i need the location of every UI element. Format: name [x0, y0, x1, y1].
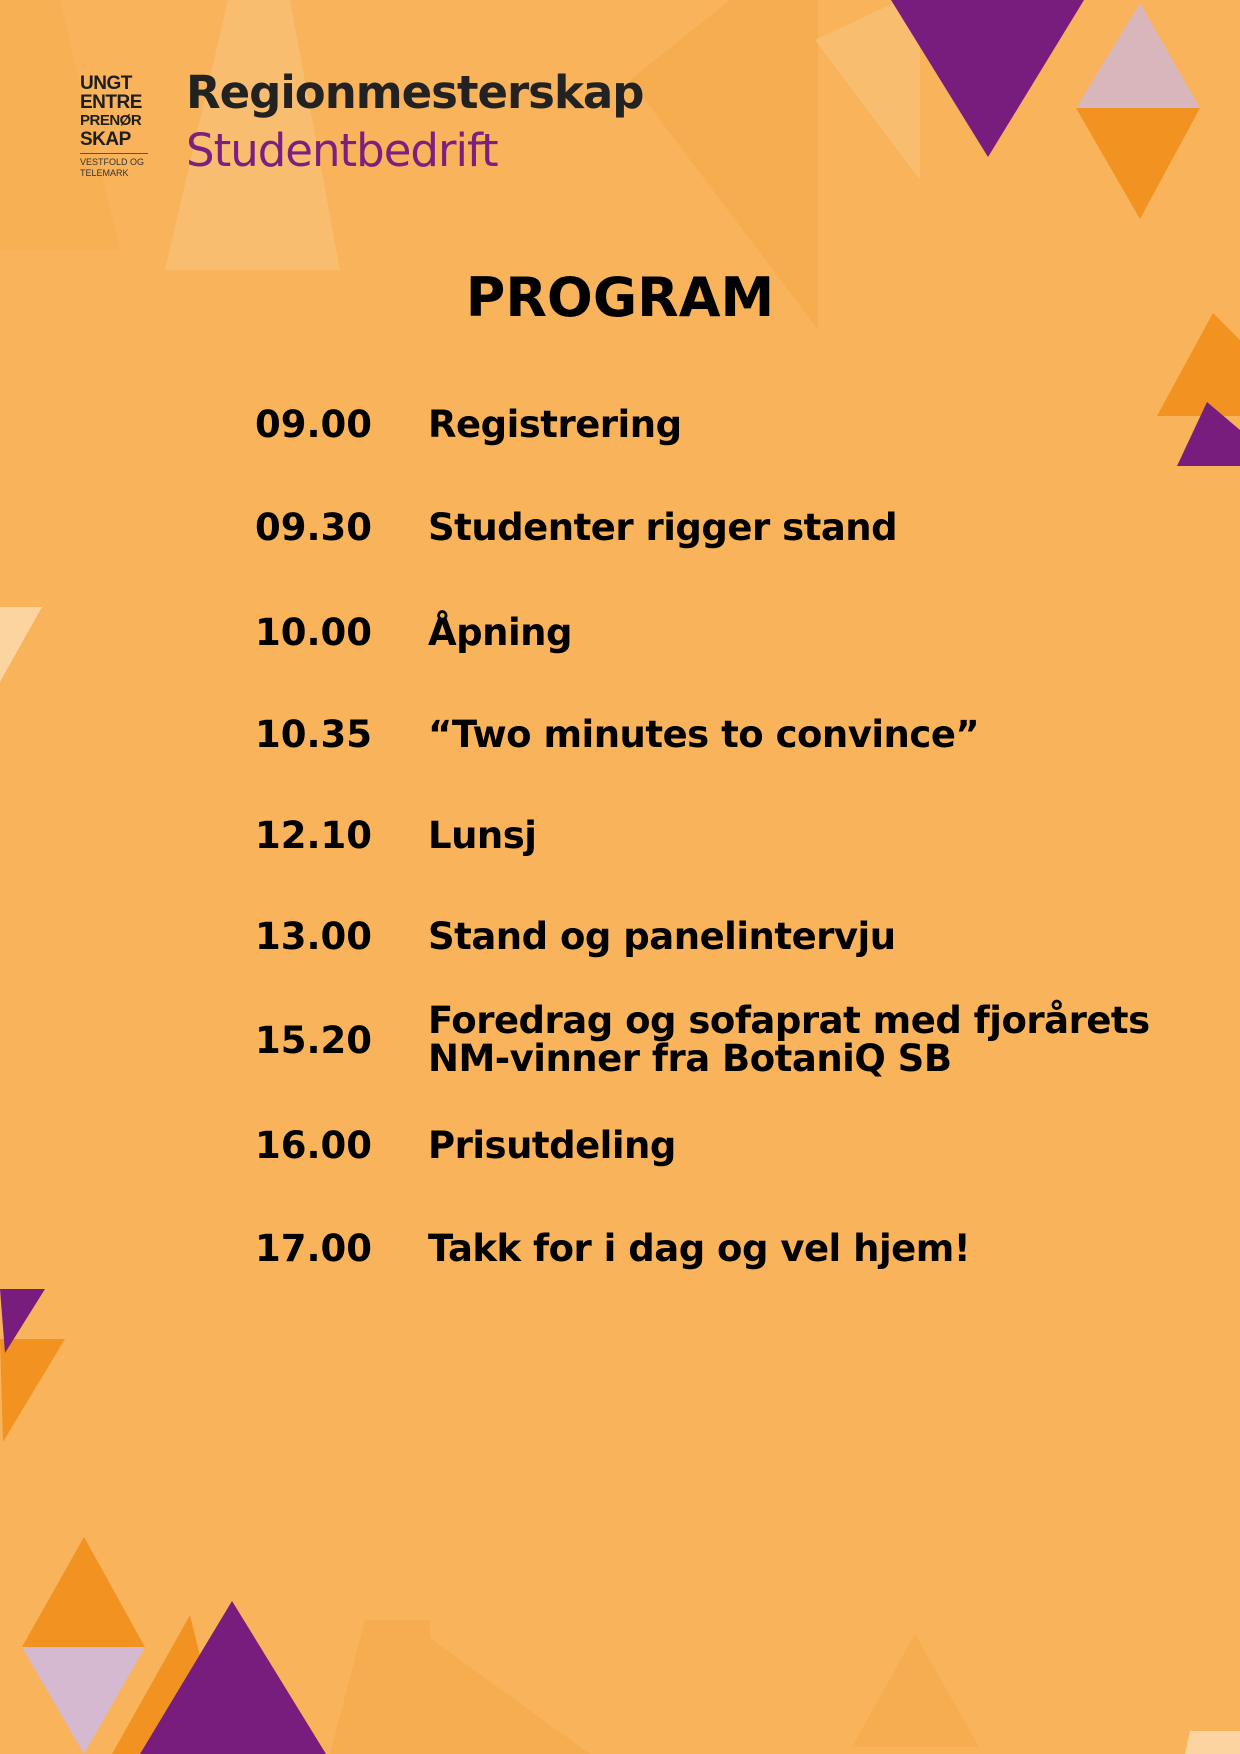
ue-logo — [80, 74, 148, 179]
logo-line: UNGT — [80, 73, 132, 94]
logo-line: ENTRE — [80, 92, 142, 113]
item-time: 09.00 — [255, 403, 373, 446]
program-item — [255, 814, 536, 857]
program-item — [255, 1227, 970, 1270]
program-item — [255, 999, 1208, 1080]
orange-triangle-top — [1076, 108, 1200, 219]
program-heading: PROGRAM — [465, 266, 775, 329]
item-time: 13.00 — [255, 915, 373, 958]
item-time: 10.00 — [255, 611, 373, 654]
program-item — [255, 506, 897, 549]
event-title: Regionmesterskap — [186, 66, 644, 119]
item-event: Åpning — [428, 610, 572, 654]
logo-region: VESTFOLD OG — [80, 157, 145, 167]
item-event: Lunsj — [428, 813, 537, 857]
item-time: 15.20 — [255, 1018, 373, 1062]
item-event: Takk for i dag og vel hjem! — [428, 1226, 971, 1270]
logo-line: SKAP — [80, 129, 131, 150]
program-item — [255, 915, 896, 958]
orange-triangle-left — [0, 1339, 65, 1442]
item-time: 12.10 — [255, 814, 373, 857]
item-event: Registrering — [428, 402, 682, 446]
item-event: “Two minutes to convince” — [428, 712, 980, 756]
item-event: Foredrag og sofaprat med fjorårets NM-vinner fra BotaniQ SB — [428, 999, 1150, 1080]
program-item — [255, 403, 682, 446]
program-item — [255, 1124, 676, 1167]
item-time: 09.30 — [255, 506, 373, 549]
light-triangle-corner — [1185, 1731, 1240, 1754]
logo-divider — [80, 153, 148, 154]
program-item — [255, 611, 572, 654]
program-item — [255, 713, 979, 756]
item-time: 16.00 — [255, 1124, 373, 1167]
item-event: Stand og panelintervju — [428, 914, 896, 958]
pink-triangle-top — [1076, 3, 1200, 108]
item-time: 10.35 — [255, 713, 373, 756]
logo-line: PRENØR — [80, 112, 142, 129]
orange-triangle-bottom — [22, 1537, 145, 1647]
item-time: 17.00 — [255, 1227, 373, 1270]
logo-region: TELEMARK — [80, 168, 129, 178]
item-event: Prisutdeling — [428, 1123, 676, 1167]
item-event: Studenter rigger stand — [428, 505, 898, 549]
light-triangle-left — [0, 607, 42, 682]
event-subtitle: Studentbedrift — [186, 124, 498, 177]
